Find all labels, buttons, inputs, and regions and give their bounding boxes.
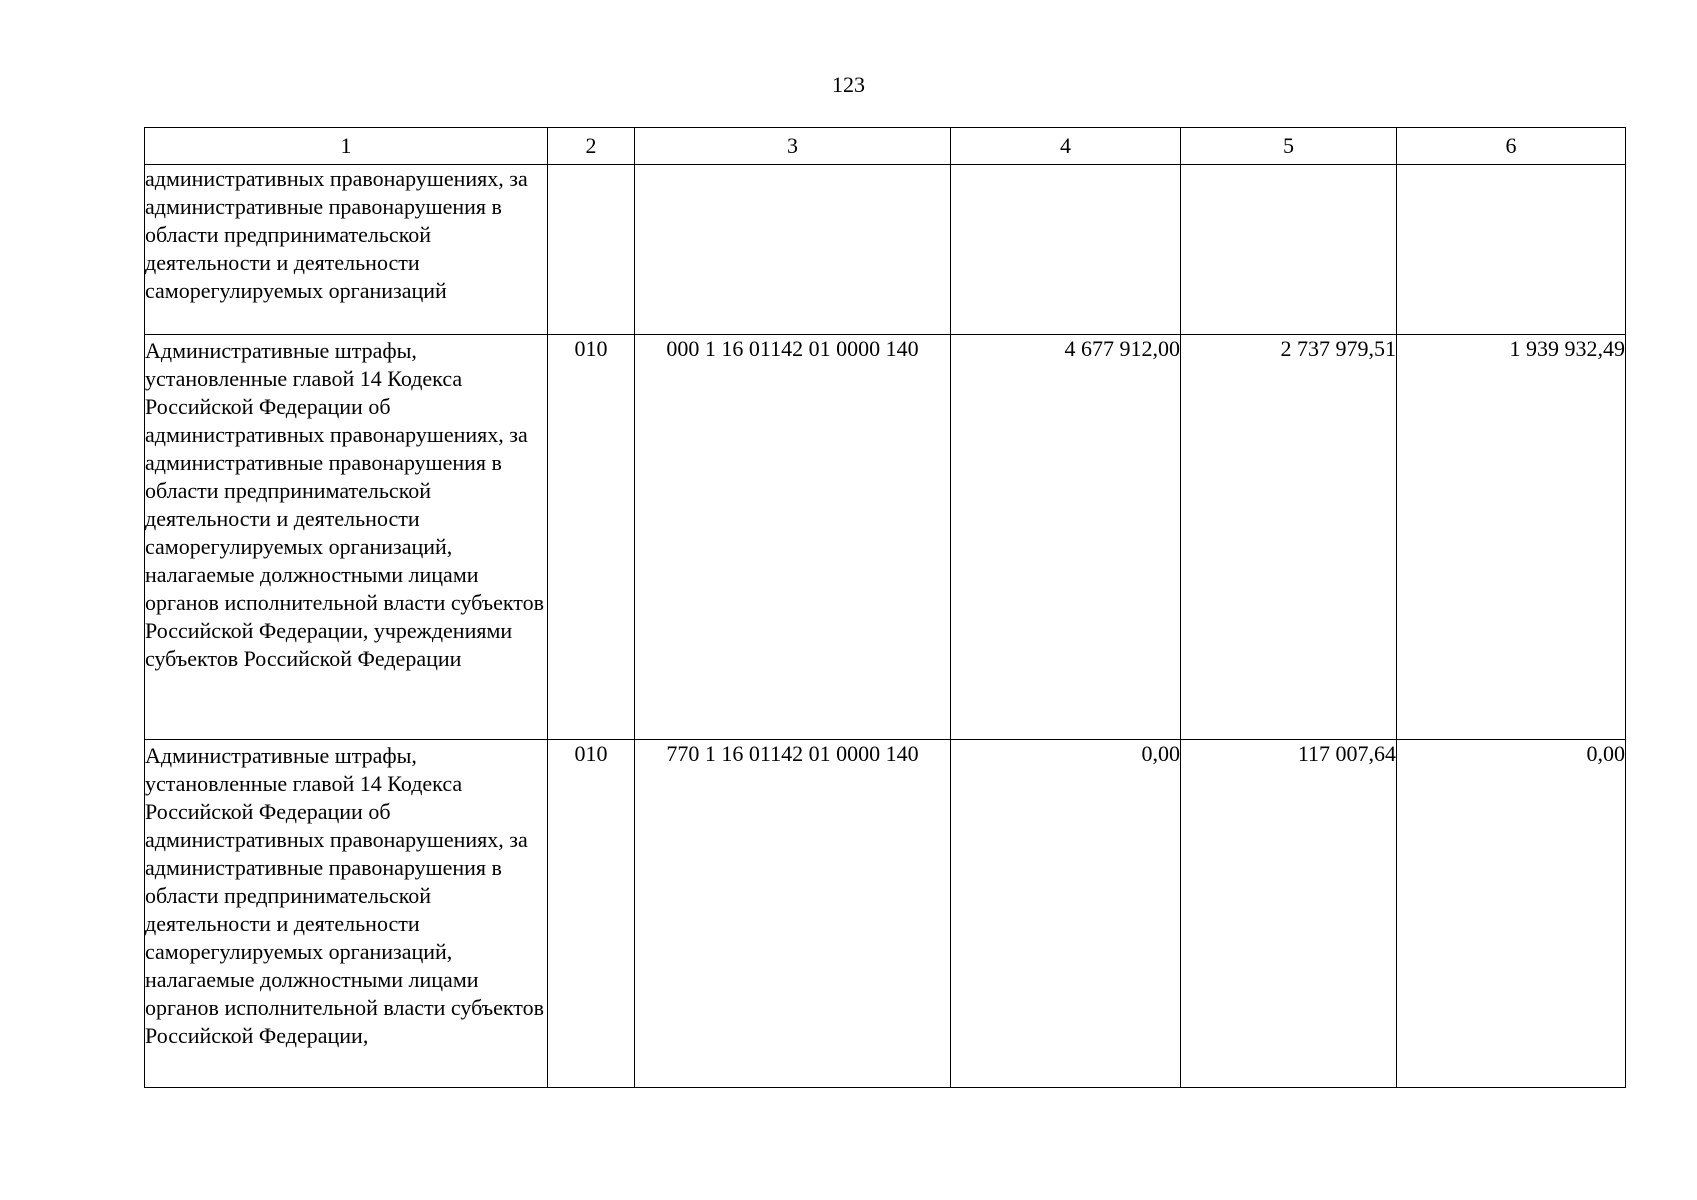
row-unexecuted: 0,00 [1397,740,1626,1088]
row-approved: 4 677 912,00 [951,335,1181,740]
row-approved: 0,00 [951,740,1181,1088]
column-header-1: 1 [145,128,548,165]
row-description: Административные штрафы, установленные главой 14 Кодекса Российской Федерации об административных правонарушениях, за административные правонарушения в области предпринимательской деятельности и деятельности саморегулируемых организаций, налагаемые должностными лицами органов исполнительной власти субъектов Российской Федерации, [145,740,548,1088]
row-unexecuted [1397,165,1626,335]
row-income-code: 770 1 16 01142 01 0000 140 [635,740,951,1088]
column-header-5: 5 [1181,128,1397,165]
row-executed: 2 737 979,51 [1181,335,1397,740]
row-unexecuted: 1 939 932,49 [1397,335,1626,740]
row-line-code: 010 [548,335,635,740]
table-row [145,165,1626,335]
report-table [144,127,1626,1088]
page-number: 123 [832,72,865,97]
row-income-code [635,165,951,335]
row-description: Административные штрафы, установленные главой 14 Кодекса Российской Федерации об административных правонарушениях, за административные правонарушения в области предпринимательской деятельности и деятельности саморегулируемых организаций, налагаемые должностными лицами органов исполнительной власти субъектов Российской Федерации, учреждениями субъектов Российской Федерации [145,335,548,740]
table-header-row [145,128,1626,165]
column-header-6: 6 [1397,128,1626,165]
row-executed [1181,165,1397,335]
row-income-code: 000 1 16 01142 01 0000 140 [635,335,951,740]
row-executed: 117 007,64 [1181,740,1397,1088]
table-row [145,740,1626,1088]
column-header-3: 3 [635,128,951,165]
row-approved [951,165,1181,335]
column-header-2: 2 [548,128,635,165]
row-line-code: 010 [548,740,635,1088]
column-header-4: 4 [951,128,1181,165]
row-line-code [548,165,635,335]
row-description: административных правонарушениях, за административные правонарушения в области предпринимательской деятельности и деятельности саморегулируемых организаций [145,165,548,335]
table-row [145,335,1626,740]
